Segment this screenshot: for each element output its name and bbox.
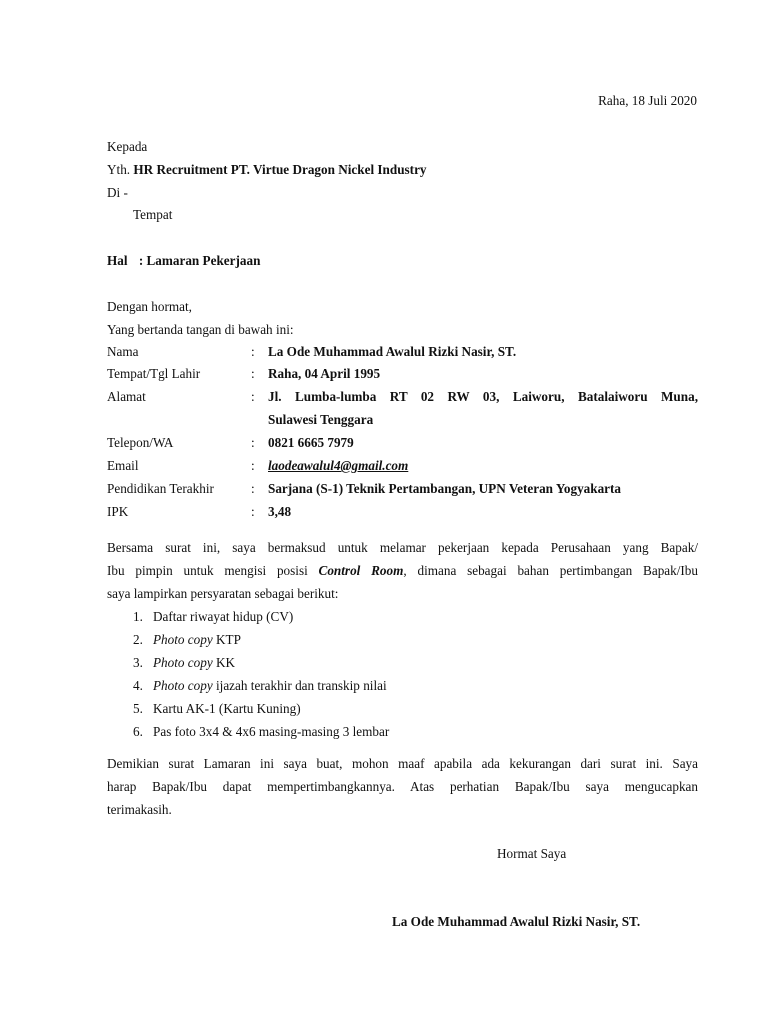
closing-line-2: harap Bapak/Ibu dapat mempertimbangkannya. Atas perhatian Bapak/Ibu saya mengucapkan [107,779,698,794]
field-colon: : [251,366,255,381]
field-label-pendidikan: Pendidikan Terakhir [107,481,214,496]
field-value-nama: La Ode Muhammad Awalul Rizki Nasir, ST. [268,344,517,359]
field-value-pendidikan: Sarjana (S-1) Teknik Pertambangan, UPN Veteran Yogyakarta [268,481,622,496]
list-item [133,724,389,740]
intro: Yang bertanda tangan di bawah ini: [107,322,294,337]
subject-text: : Lamaran Pekerjaan [138,253,261,268]
list-text: KK [212,655,236,670]
list-number: 3. [133,655,143,670]
closing-line-3: terimakasih. [107,802,172,817]
list-number: 6. [133,724,143,739]
recipient-line [107,162,427,178]
list-italic: Photo copy [153,632,213,647]
field-label-alamat: Alamat [107,389,146,404]
email-link[interactable]: laodeawalul4@gmail.com [268,458,409,473]
field-value-ipk: 3,48 [268,504,292,519]
closing-line-1: Demikian surat Lamaran ini saya buat, mohon maaf apabila ada kekurangan dari surat ini. Saya [107,756,698,771]
field-colon: : [251,435,255,450]
list-item [133,678,387,694]
list-item [133,609,293,625]
field-colon: : [251,504,255,519]
field-colon: : [251,481,255,496]
subject-label: Hal [107,253,128,268]
body-line-1: Bersama surat ini, saya bermaksud untuk melamar pekerjaan kepada Perusahaan yang Bapak/ [107,540,698,555]
place-date: Raha, 18 Juli 2020 [598,93,697,108]
list-text: ijazah terakhir dan transkip nilai [212,678,387,693]
subject-line [107,253,260,269]
field-label-email: Email [107,458,139,473]
list-text: Daftar riwayat hidup (CV) [153,609,294,624]
list-item [133,632,241,648]
recipient-prefix: Yth. [107,162,131,177]
field-label-ipk: IPK [107,504,129,519]
to-label: Kepada [107,139,148,154]
list-number: 4. [133,678,143,693]
list-italic: Photo copy [153,655,213,670]
recipient-place: Tempat [133,207,173,222]
recipient-di: Di - [107,185,128,200]
field-colon: : [251,389,255,404]
field-colon: : [251,344,255,359]
field-colon: : [251,458,255,473]
greeting: Dengan hormat, [107,299,192,314]
field-value-alamat: Jl. Lumba-lumba RT 02 RW 03, Laiworu, Batalaiworu Muna, [268,389,698,404]
position-name: Control Room [318,563,404,578]
field-label-telepon: Telepon/WA [107,435,174,450]
body-line-3: saya lampirkan persyaratan sebagai berikut: [107,586,339,601]
list-text: Kartu AK-1 (Kartu Kuning) [153,701,301,716]
list-item [133,701,301,717]
list-number: 2. [133,632,143,647]
list-text: Pas foto 3x4 & 4x6 masing-masing 3 lembar [153,724,390,739]
field-value-telepon: 0821 6665 7979 [268,435,354,450]
body-line-2a: Ibu pimpin untuk mengisi posisi [107,563,319,578]
list-number: 1. [133,609,143,624]
signature-name: La Ode Muhammad Awalul Rizki Nasir, ST. [392,914,641,929]
list-number: 5. [133,701,143,716]
body-line-2b: , dimana sebagai bahan pertimbangan Bapak/Ibu [403,563,698,578]
field-value-alamat-2: Sulawesi Tenggara [268,412,374,427]
recipient-name: HR Recruitment PT. Virtue Dragon Nickel Industry [133,162,427,177]
body-line-2 [107,563,698,579]
field-label-ttl: Tempat/Tgl Lahir [107,366,201,381]
list-item [133,655,235,671]
list-italic: Photo copy [153,678,213,693]
signoff: Hormat Saya [497,846,567,861]
list-text: KTP [212,632,241,647]
field-label-nama: Nama [107,344,139,359]
field-value-ttl: Raha, 04 April 1995 [268,366,381,381]
